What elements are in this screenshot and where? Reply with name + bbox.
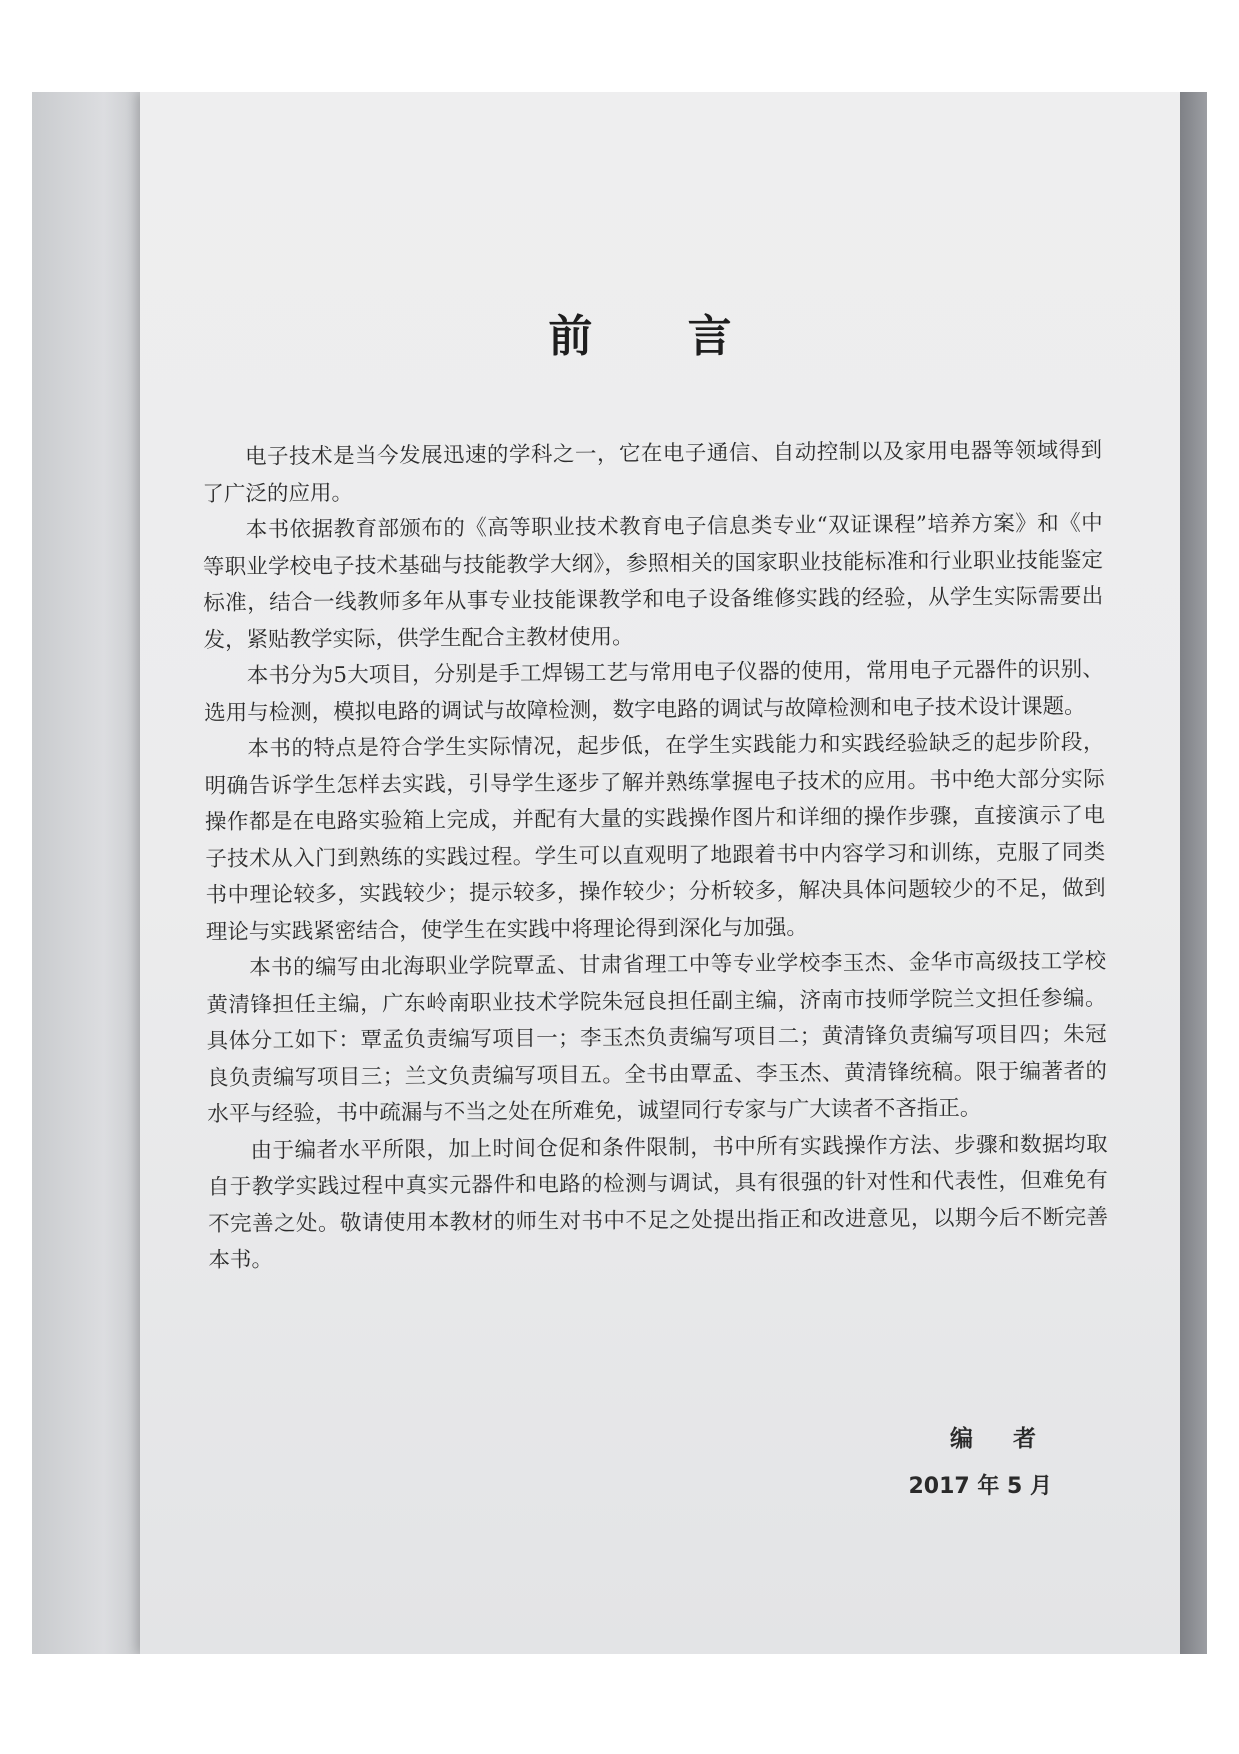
author-label: 编 者 (949, 1426, 1052, 1452)
preface-body (202, 433, 1109, 1280)
page-edge-shadow (1180, 92, 1207, 1654)
date-label: 2017 年 5 月 (908, 1474, 1052, 1499)
paragraph: 本书的特点是符合学生实际情况，起步低，在学生实践能力和实践经验缺乏的起步阶段，明确告诉学生怎样去实践，引导学生逐步了解并熟练掌握电子技术的应用。书中绝大部分实际操作都是在电路实验箱上完成，并配有大量的实践操作图片和详细的操作步骤，直接演示了电子技术从入门到熟练的实践过程。学生可以直观明了地跟着书中内容学习和训练，克服了同类书中理论较多，实践较少；提示较多，操作较少；分析较多，解决具体问题较少的不足，做到理论与实践紧密结合，使学生在实践中将理论得到深化与加强。 (204, 729, 1106, 945)
book-photo (32, 92, 1207, 1654)
preface-page (140, 92, 1180, 1654)
left-page (32, 92, 152, 1654)
paragraph: 电子技术是当今发展迅速的学科之一，它在电子通信、自动控制以及家用电器等领域得到了广泛的应用。 (202, 437, 1103, 507)
paragraph: 本书的编写由北海职业学院覃孟、甘肃省理工中等专业学校李玉杰、金华市高级技工学校黄清锋担任主编，广东岭南职业技术学院朱冠良担任副主编，济南市技师学院兰文担任参编。具体分工如下：覃孟负责编写项目一；李玉杰负责编写项目二；黄清锋负责编写项目四；朱冠良负责编写项目三；兰文负责编写项目五。全书由覃孟、李玉杰、黄清锋统稿。限于编著者的水平与经验，书中疏漏与不当之处在所难免，诚望同行专家与广大读者不吝指正。 (206, 948, 1108, 1127)
paragraph: 本书依据教育部颁布的《高等职业技术教育电子信息类专业“双证课程”培养方案》和《中等职业学校电子技术基础与技能教学大纲》，参照相关的国家职业技能标准和行业职业技能鉴定标准，结合一线教师多年从事专业技能课教学和电子设备维修实践的经验，从学生实际需要出发，紧贴教学实际，供学生配合主教材使用。 (202, 510, 1104, 653)
page-title: 前 言 (548, 311, 772, 362)
signature-block (908, 1420, 1052, 1500)
paragraph: 由于编者水平所限，加上时间仓促和条件限制，书中所有实践操作方法、步骤和数据均取自于教学实践过程中真实元器件和电路的检测与调试，具有很强的针对性和代表性，但难免有不完善之处。敬请使用本教材的师生对书中不足之处提出指正和改进意见，以期今后不断完善本书。 (207, 1131, 1109, 1273)
paragraph: 本书分为5大项目，分别是手工焊锡工艺与常用电子仪器的使用，常用电子元器件的识别、选用与检测，模拟电路的调试与故障检测，数字电路的调试与故障检测和电子技术设计课题。 (204, 656, 1104, 726)
